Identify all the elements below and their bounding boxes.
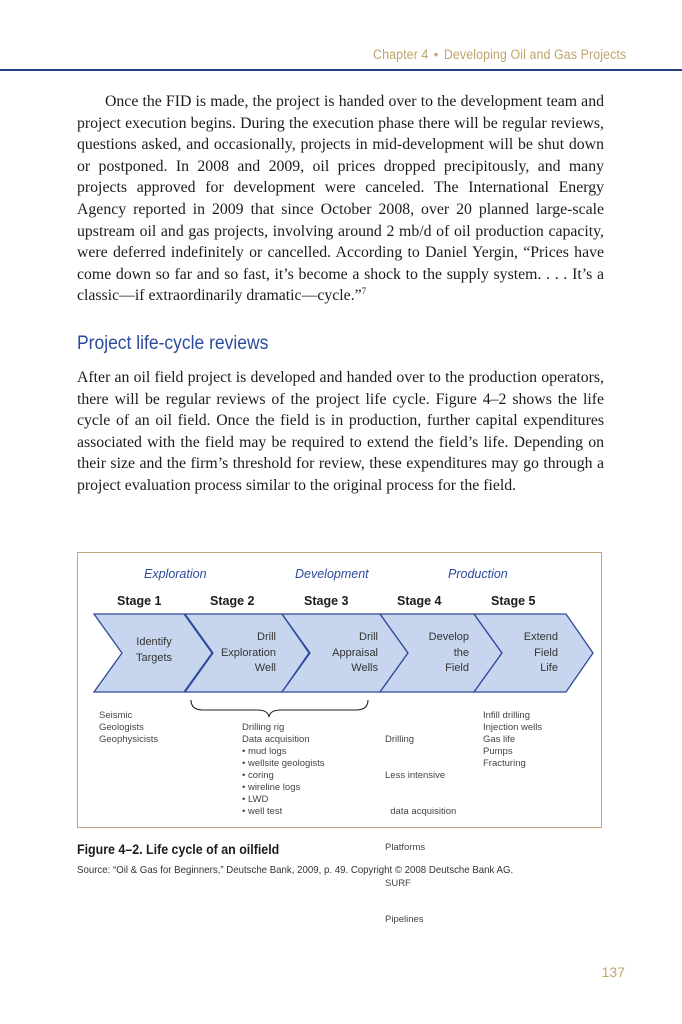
stage-3-text bbox=[298, 630, 378, 677]
list-item: Geologists bbox=[99, 722, 144, 733]
stage-2-line: Exploration bbox=[220, 646, 276, 659]
stage-4-line: the bbox=[453, 646, 469, 659]
list-item: Pipelines bbox=[385, 914, 424, 925]
stage-3-line: Wells bbox=[351, 662, 378, 674]
list-item: Less intensive bbox=[385, 770, 446, 781]
paragraph-life-cycle: After an oil field project is developed and handed over to the production operators, there will be regular reviews of the project life cycle. Figure 4–2 shows the life cycle of an oil field. Once the field is in production, further capital expenditures associated with the field may be required to extend the field’s life. Depending on their size and the firm’s threshold for review, these expenditures may go through a project evaluation process similar to the original process for the field. bbox=[77, 369, 604, 494]
list-item: Pumps bbox=[483, 746, 513, 757]
list-item: Infill drilling bbox=[483, 710, 530, 721]
stage-5-line: Extend bbox=[523, 631, 558, 643]
paragraph-fid-text: Once the FID is made, the project is handed over to the development team and project execution begins. During the execution phase there will be regular reviews, questions asked, and occasionally, projects in mid-development will be shut down or postponed. In 2008 and 2009, oil prices dropped precipitously, and many projects approved for development were canceled. The International Energy Agency reported in 2009 that since October 2008, over 20 planned large-scale upstream oil and gas projects, involving around 2 mb/d of oil production capacity, were deferred indefinitely or cancelled. According to Daniel Yergin, “Prices have come down so far and so fast, it’s become a shock to the supply system. . . . It’s a classic—if extraordinarily dramatic—cycle.” bbox=[77, 93, 604, 305]
page-number: 137 bbox=[601, 964, 625, 980]
list-item: Fracturing bbox=[483, 758, 526, 769]
list-item: SURF bbox=[385, 878, 411, 889]
phase-development: Development bbox=[295, 567, 369, 581]
list-item: • LWD bbox=[242, 794, 269, 805]
stage-2-text bbox=[196, 630, 276, 677]
stage-2-label: Stage 2 bbox=[210, 594, 255, 608]
stage-1-line: Identify bbox=[136, 636, 172, 648]
list-item: • well test bbox=[242, 806, 283, 817]
stage-3-line: Appraisal bbox=[332, 646, 378, 659]
figure-caption: Figure 4–2. Life cycle of an oilfield bbox=[77, 842, 280, 857]
running-head bbox=[373, 47, 626, 62]
stage-5-text bbox=[488, 630, 558, 677]
stage-3-line: Drill bbox=[359, 631, 378, 643]
separator-bullet: • bbox=[433, 47, 439, 62]
list-item: Drilling bbox=[385, 734, 415, 745]
header-rule bbox=[0, 69, 682, 71]
stage-3-label: Stage 3 bbox=[304, 594, 349, 608]
list-item: Seismic bbox=[99, 710, 133, 721]
list-item: data acquisition bbox=[385, 806, 457, 817]
figure-source: Source: “Oil & Gas for Beginners,” Deutsche Bank, 2009, p. 49. Copyright © 2008 Deutsche Bank AG. bbox=[77, 864, 514, 876]
phase-exploration: Exploration bbox=[144, 567, 207, 581]
list-item: Drilling rig bbox=[242, 722, 285, 733]
stage-1-label: Stage 1 bbox=[117, 594, 162, 608]
stage-5-line: Life bbox=[540, 662, 558, 674]
list-item: • wellsite geologists bbox=[242, 758, 325, 769]
paragraph-fid bbox=[77, 91, 604, 307]
stage-4-text bbox=[393, 630, 469, 677]
footnote-ref: 7 bbox=[361, 286, 367, 297]
stage-2-3-list bbox=[242, 722, 325, 818]
chapter-label: Chapter 4 bbox=[372, 47, 429, 62]
stage-5-label: Stage 5 bbox=[491, 594, 536, 608]
stage-4-line: Field bbox=[445, 662, 469, 674]
stage-4-list bbox=[385, 710, 456, 950]
list-item: Injection wells bbox=[483, 722, 543, 733]
stage-2-line: Drill bbox=[257, 631, 276, 643]
stage-5-list bbox=[483, 710, 542, 770]
stage-5-line: Field bbox=[534, 646, 558, 659]
list-item: Platforms bbox=[385, 842, 426, 853]
stage-1-line: Targets bbox=[135, 651, 173, 664]
list-item: • mud logs bbox=[242, 746, 287, 757]
stage-4-line: Develop bbox=[428, 631, 469, 643]
stage-1-text bbox=[124, 635, 184, 666]
phase-production: Production bbox=[448, 567, 508, 581]
list-item: • coring bbox=[242, 770, 274, 781]
list-item: Data acquisition bbox=[242, 734, 310, 745]
stage-1-list bbox=[99, 710, 158, 746]
stage-2-3-brace bbox=[191, 700, 368, 717]
list-item: • wireline logs bbox=[242, 782, 301, 793]
stage-2-line: Well bbox=[254, 662, 276, 674]
section-heading: Project life-cycle reviews bbox=[77, 333, 269, 354]
stage-4-label: Stage 4 bbox=[397, 594, 442, 608]
chapter-title: Developing Oil and Gas Projects bbox=[443, 47, 626, 62]
list-item: Gas life bbox=[483, 734, 516, 745]
list-item: Geophysicists bbox=[99, 734, 159, 745]
